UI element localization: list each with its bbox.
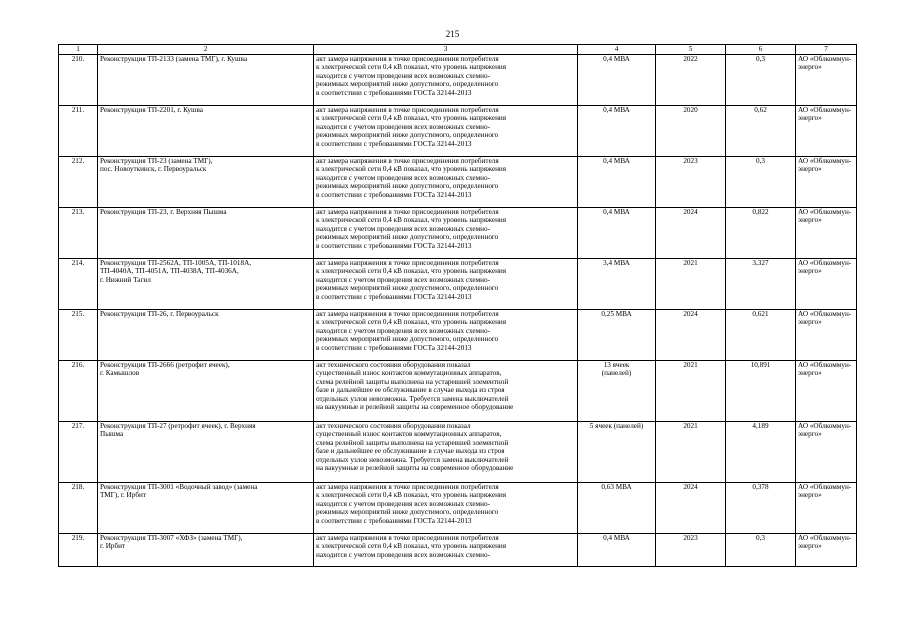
year-cell <box>656 106 726 157</box>
year-value: 2023 <box>683 534 698 542</box>
header-row <box>59 45 857 55</box>
year-value: 2024 <box>683 483 698 491</box>
justification-line: режимных мероприятий ниже допустимого, определенного <box>316 80 499 89</box>
capacity-line: 0,25 МВА <box>601 310 632 318</box>
justification-line: акт технического состояния оборудования показал <box>316 422 471 430</box>
amount-value: 0,3 <box>756 534 765 542</box>
justification-line: к электрической сети 0,4 кВ показал, что уровень напряжения <box>316 63 507 72</box>
organization-line: АО «Облкоммун- <box>798 106 852 114</box>
year-cell <box>656 259 726 310</box>
justification-line: в соответствии с требованиями ГОСТа 32144-2013 <box>316 516 472 525</box>
organization-cell <box>796 483 857 534</box>
row-number: 211. <box>71 106 85 114</box>
amount-cell <box>726 310 796 361</box>
organization-line: энерго» <box>798 491 822 500</box>
table-row <box>59 208 857 259</box>
capacity-line: 0,63 МВА <box>601 483 632 491</box>
project-name-line: г. Ирбит <box>100 542 126 551</box>
capacity-cell <box>578 208 656 259</box>
amount-value: 4,189 <box>752 422 769 430</box>
organization-line: АО «Облкоммун- <box>798 483 852 491</box>
justification-line: режимных мероприятий ниже допустимого, определенного <box>316 131 499 140</box>
table-row <box>59 534 857 567</box>
justification-line: находится с учетом проведения всех возможных схемно- <box>316 499 490 508</box>
capacity-line: 0,4 МВА <box>603 208 630 216</box>
row-number: 212. <box>71 157 85 165</box>
organization-line: АО «Облкоммун- <box>798 208 852 216</box>
justification-line: в соответствии с требованиями ГОСТа 32144-2013 <box>316 241 472 250</box>
project-name-line: Реконструкция ТП-3001 «Водочный завод» (замена <box>100 483 258 491</box>
justification-line: в соответствии с требованиями ГОСТа 32144-2013 <box>316 190 472 199</box>
organization-line: энерго» <box>798 63 822 72</box>
capacity-cell <box>578 361 656 422</box>
organization-line: энерго» <box>798 318 822 327</box>
row-number: 210. <box>71 55 85 63</box>
justification-line: акт замера напряжения в точке присоединения потребителя <box>316 208 499 216</box>
project-name-line: Реконструкция ТП-2133 (замена ТМГ), г. Кушва <box>100 55 248 63</box>
justification-cell <box>314 157 578 208</box>
column-header: 1 <box>59 45 98 55</box>
year-value: 2022 <box>683 55 698 63</box>
amount-value: 0,378 <box>752 483 769 491</box>
justification-line: режимных мероприятий ниже допустимого, определенного <box>316 335 499 344</box>
organization-line: энерго» <box>798 542 822 551</box>
column-header: 5 <box>656 45 726 55</box>
justification-line: отдельных узлов невозможна. Требуется замена выключателей <box>316 394 509 403</box>
justification-line: режимных мероприятий ниже допустимого, определенного <box>316 182 499 191</box>
capacity-line: 0,4 МВА <box>603 55 630 63</box>
justification-line: находится с учетом проведения всех возможных схемно- <box>316 224 490 233</box>
amount-value: 0,822 <box>752 208 769 216</box>
amount-value: 10,891 <box>750 361 771 369</box>
row-number-cell <box>59 361 98 422</box>
capacity-cell <box>578 55 656 106</box>
justification-line: в соответствии с требованиями ГОСТа 32144-2013 <box>316 292 472 301</box>
organization-cell <box>796 157 857 208</box>
year-cell <box>656 534 726 567</box>
project-name-line: Реконструкция ТП-2201, г. Кушва <box>100 106 204 114</box>
justification-line: акт замера напряжения в точке присоединения потребителя <box>316 157 499 165</box>
capacity-line: 0,4 МВА <box>603 157 630 165</box>
capacity-cell <box>578 157 656 208</box>
justification-line: к электрической сети 0,4 кВ показал, что уровень напряжения <box>316 165 507 174</box>
project-name-cell <box>98 422 314 483</box>
row-number-cell <box>59 310 98 361</box>
justification-cell <box>314 483 578 534</box>
justification-cell <box>314 534 578 567</box>
organization-cell <box>796 422 857 483</box>
organization-line: энерго» <box>798 114 822 123</box>
justification-line: на вакуумные и релейной защиты на современное оборудование <box>316 403 514 412</box>
year-value: 2024 <box>683 310 698 318</box>
table-row <box>59 310 857 361</box>
justification-cell <box>314 106 578 157</box>
justification-line: схема релейной защиты выполнена на устаревшей элементной <box>316 377 509 386</box>
row-number: 219. <box>71 534 85 542</box>
justification-line: базе и дальнейшее ее обслуживание в случае выхода из строя <box>316 447 505 456</box>
year-cell <box>656 422 726 483</box>
capacity-line: 5 ячеек (панелей) <box>589 422 644 430</box>
amount-cell <box>726 422 796 483</box>
amount-value: 3,327 <box>752 259 769 267</box>
justification-cell <box>314 55 578 106</box>
amount-cell <box>726 208 796 259</box>
table-row <box>59 422 857 483</box>
project-name-line: Реконструкция ТП-2666 (ретрофит ячеек), <box>100 361 230 369</box>
justification-line: к электрической сети 0,4 кВ показал, что уровень напряжения <box>316 318 507 327</box>
project-name-line: Реконструкция ТП-23 (замена ТМГ), <box>100 157 213 165</box>
justification-cell <box>314 208 578 259</box>
organization-line: энерго» <box>798 267 822 276</box>
justification-line: к электрической сети 0,4 кВ показал, что уровень напряжения <box>316 267 507 276</box>
justification-line: существенный износ контактов коммутационных аппаратов, <box>316 430 502 439</box>
capacity-cell <box>578 422 656 483</box>
capacity-line: 3,4 МВА <box>603 259 630 267</box>
year-cell <box>656 208 726 259</box>
project-name-cell <box>98 310 314 361</box>
justification-line: базе и дальнейшее ее обслуживание в случае выхода из строя <box>316 386 505 395</box>
year-value: 2021 <box>683 422 698 430</box>
justification-cell <box>314 310 578 361</box>
project-name-line: Реконструкция ТП-3007 «ХФЗ» (замена ТМГ), <box>100 534 243 542</box>
table-row <box>59 106 857 157</box>
row-number: 217. <box>71 422 85 430</box>
row-number-cell <box>59 483 98 534</box>
year-value: 2024 <box>683 208 698 216</box>
row-number-cell <box>59 55 98 106</box>
row-number-cell <box>59 208 98 259</box>
column-header: 2 <box>98 45 314 55</box>
organization-line: энерго» <box>798 165 822 174</box>
amount-cell <box>726 55 796 106</box>
justification-line: режимных мероприятий ниже допустимого, определенного <box>316 284 499 293</box>
project-name-line: ТП-4040А, ТП-4051А, ТП-4038А, ТП-4036А, <box>100 267 239 276</box>
project-name-line: г. Нижний Тагил <box>100 275 151 284</box>
amount-cell <box>726 361 796 422</box>
column-header: 6 <box>726 45 796 55</box>
project-name-cell <box>98 259 314 310</box>
column-header: 4 <box>578 45 656 55</box>
project-name-line: г. Камышлов <box>100 369 140 378</box>
organization-line: АО «Облкоммун- <box>798 259 852 267</box>
project-name-cell <box>98 361 314 422</box>
amount-value: 0,3 <box>756 55 765 63</box>
justification-line: в соответствии с требованиями ГОСТа 32144-2013 <box>316 88 472 97</box>
organization-cell <box>796 534 857 567</box>
organization-cell <box>796 361 857 422</box>
justification-cell <box>314 259 578 310</box>
justification-cell <box>314 361 578 422</box>
column-header: 3 <box>314 45 578 55</box>
organization-line: АО «Облкоммун- <box>798 55 852 63</box>
justification-line: находится с учетом проведения всех возможных схемно- <box>316 326 490 335</box>
justification-line: в соответствии с требованиями ГОСТа 32144-2013 <box>316 139 472 148</box>
row-number: 218. <box>71 483 85 491</box>
capacity-cell <box>578 259 656 310</box>
organization-line: АО «Облкоммун- <box>798 361 852 369</box>
project-name-line: пос. Новоуткинск, г. Первоуральск <box>100 165 207 174</box>
organization-line: энерго» <box>798 430 822 439</box>
table-row <box>59 361 857 422</box>
year-value: 2020 <box>683 106 698 114</box>
organization-line: энерго» <box>798 216 822 225</box>
project-name-line: Пышма <box>100 430 124 439</box>
justification-line: находится с учетом проведения всех возможных схемно- <box>316 275 490 284</box>
organization-cell <box>796 208 857 259</box>
amount-cell <box>726 157 796 208</box>
justification-line: к электрической сети 0,4 кВ показал, что уровень напряжения <box>316 491 507 500</box>
amount-value: 0,62 <box>754 106 767 114</box>
justification-line: отдельных узлов невозможна. Требуется замена выключателей <box>316 455 509 464</box>
project-name-cell <box>98 483 314 534</box>
justification-line: к электрической сети 0,4 кВ показал, что уровень напряжения <box>316 216 507 225</box>
justification-line: схема релейной защиты выполнена на устаревшей элементной <box>316 438 509 447</box>
projects-table <box>58 44 857 567</box>
justification-line: находится с учетом проведения всех возможных схемно- <box>316 122 490 131</box>
year-value: 2023 <box>683 157 698 165</box>
table-row <box>59 259 857 310</box>
amount-value: 0,3 <box>756 157 765 165</box>
table-body <box>59 55 857 567</box>
justification-line: акт замера напряжения в точке присоединения потребителя <box>316 106 499 114</box>
table-row <box>59 55 857 106</box>
year-value: 2021 <box>683 259 698 267</box>
justification-line: находится с учетом проведения всех возможных схемно- <box>316 550 490 559</box>
justification-line: акт технического состояния оборудования показал <box>316 361 471 369</box>
justification-line: в соответствии с требованиями ГОСТа 32144-2013 <box>316 343 472 352</box>
row-number-cell <box>59 106 98 157</box>
justification-line: режимных мероприятий ниже допустимого, определенного <box>316 508 499 517</box>
amount-cell <box>726 483 796 534</box>
justification-line: находится с учетом проведения всех возможных схемно- <box>316 173 490 182</box>
justification-line: режимных мероприятий ниже допустимого, определенного <box>316 233 499 242</box>
organization-cell <box>796 106 857 157</box>
year-cell <box>656 310 726 361</box>
project-name-line: ТМГ), г. Ирбит <box>100 491 146 500</box>
capacity-cell <box>578 310 656 361</box>
row-number: 213. <box>71 208 85 216</box>
row-number: 215. <box>71 310 85 318</box>
project-name-cell <box>98 208 314 259</box>
capacity-cell <box>578 483 656 534</box>
year-cell <box>656 55 726 106</box>
justification-line: на вакуумные и релейной защиты на современное оборудование <box>316 464 514 473</box>
table-row <box>59 157 857 208</box>
justification-line: акт замера напряжения в точке присоединения потребителя <box>316 55 499 63</box>
organization-line: АО «Облкоммун- <box>798 310 852 318</box>
justification-line: акт замера напряжения в точке присоединения потребителя <box>316 534 499 542</box>
capacity-cell <box>578 534 656 567</box>
row-number-cell <box>59 157 98 208</box>
project-name-line: Реконструкция ТП-27 (ретрофит ячеек), г. Верхняя <box>100 422 256 430</box>
column-header: 7 <box>796 45 857 55</box>
organization-line: АО «Облкоммун- <box>798 534 852 542</box>
table-row <box>59 483 857 534</box>
project-name-line: Реконструкция ТП-23, г. Верхняя Пышма <box>100 208 227 216</box>
organization-cell <box>796 55 857 106</box>
capacity-cell <box>578 106 656 157</box>
project-name-cell <box>98 106 314 157</box>
project-name-line: Реконструкция ТП-2562А, ТП-1005А, ТП-1018А, <box>100 259 252 267</box>
page-number: 215 <box>445 29 460 39</box>
year-cell <box>656 361 726 422</box>
project-name-cell <box>98 534 314 567</box>
project-name-cell <box>98 55 314 106</box>
row-number: 214. <box>71 259 85 267</box>
project-name-line: Реконструкция ТП-26, г. Первоуральск <box>100 310 219 318</box>
row-number-cell <box>59 422 98 483</box>
justification-line: акт замера напряжения в точке присоединения потребителя <box>316 259 499 267</box>
capacity-line: 0,4 МВА <box>603 534 630 542</box>
row-number: 216. <box>71 361 85 369</box>
amount-cell <box>726 534 796 567</box>
year-cell <box>656 157 726 208</box>
row-number-cell <box>59 534 98 567</box>
justification-cell <box>314 422 578 483</box>
organization-cell <box>796 310 857 361</box>
justification-line: находится с учетом проведения всех возможных схемно- <box>316 71 490 80</box>
organization-cell <box>796 259 857 310</box>
capacity-line: 0,4 МВА <box>603 106 630 114</box>
justification-line: к электрической сети 0,4 кВ показал, что уровень напряжения <box>316 542 507 551</box>
amount-cell <box>726 259 796 310</box>
capacity-line: 13 ячеек <box>603 361 630 369</box>
justification-line: акт замера напряжения в точке присоединения потребителя <box>316 310 499 318</box>
project-name-cell <box>98 157 314 208</box>
capacity-line: (панелей) <box>601 369 632 378</box>
organization-line: энерго» <box>798 369 822 378</box>
amount-cell <box>726 106 796 157</box>
year-value: 2021 <box>683 361 698 369</box>
justification-line: акт замера напряжения в точке присоединения потребителя <box>316 483 499 491</box>
organization-line: АО «Облкоммун- <box>798 422 852 430</box>
justification-line: существенный износ контактов коммутационных аппаратов, <box>316 369 502 378</box>
row-number-cell <box>59 259 98 310</box>
amount-value: 0,621 <box>752 310 769 318</box>
organization-line: АО «Облкоммун- <box>798 157 852 165</box>
justification-line: к электрической сети 0,4 кВ показал, что уровень напряжения <box>316 114 507 123</box>
year-cell <box>656 483 726 534</box>
